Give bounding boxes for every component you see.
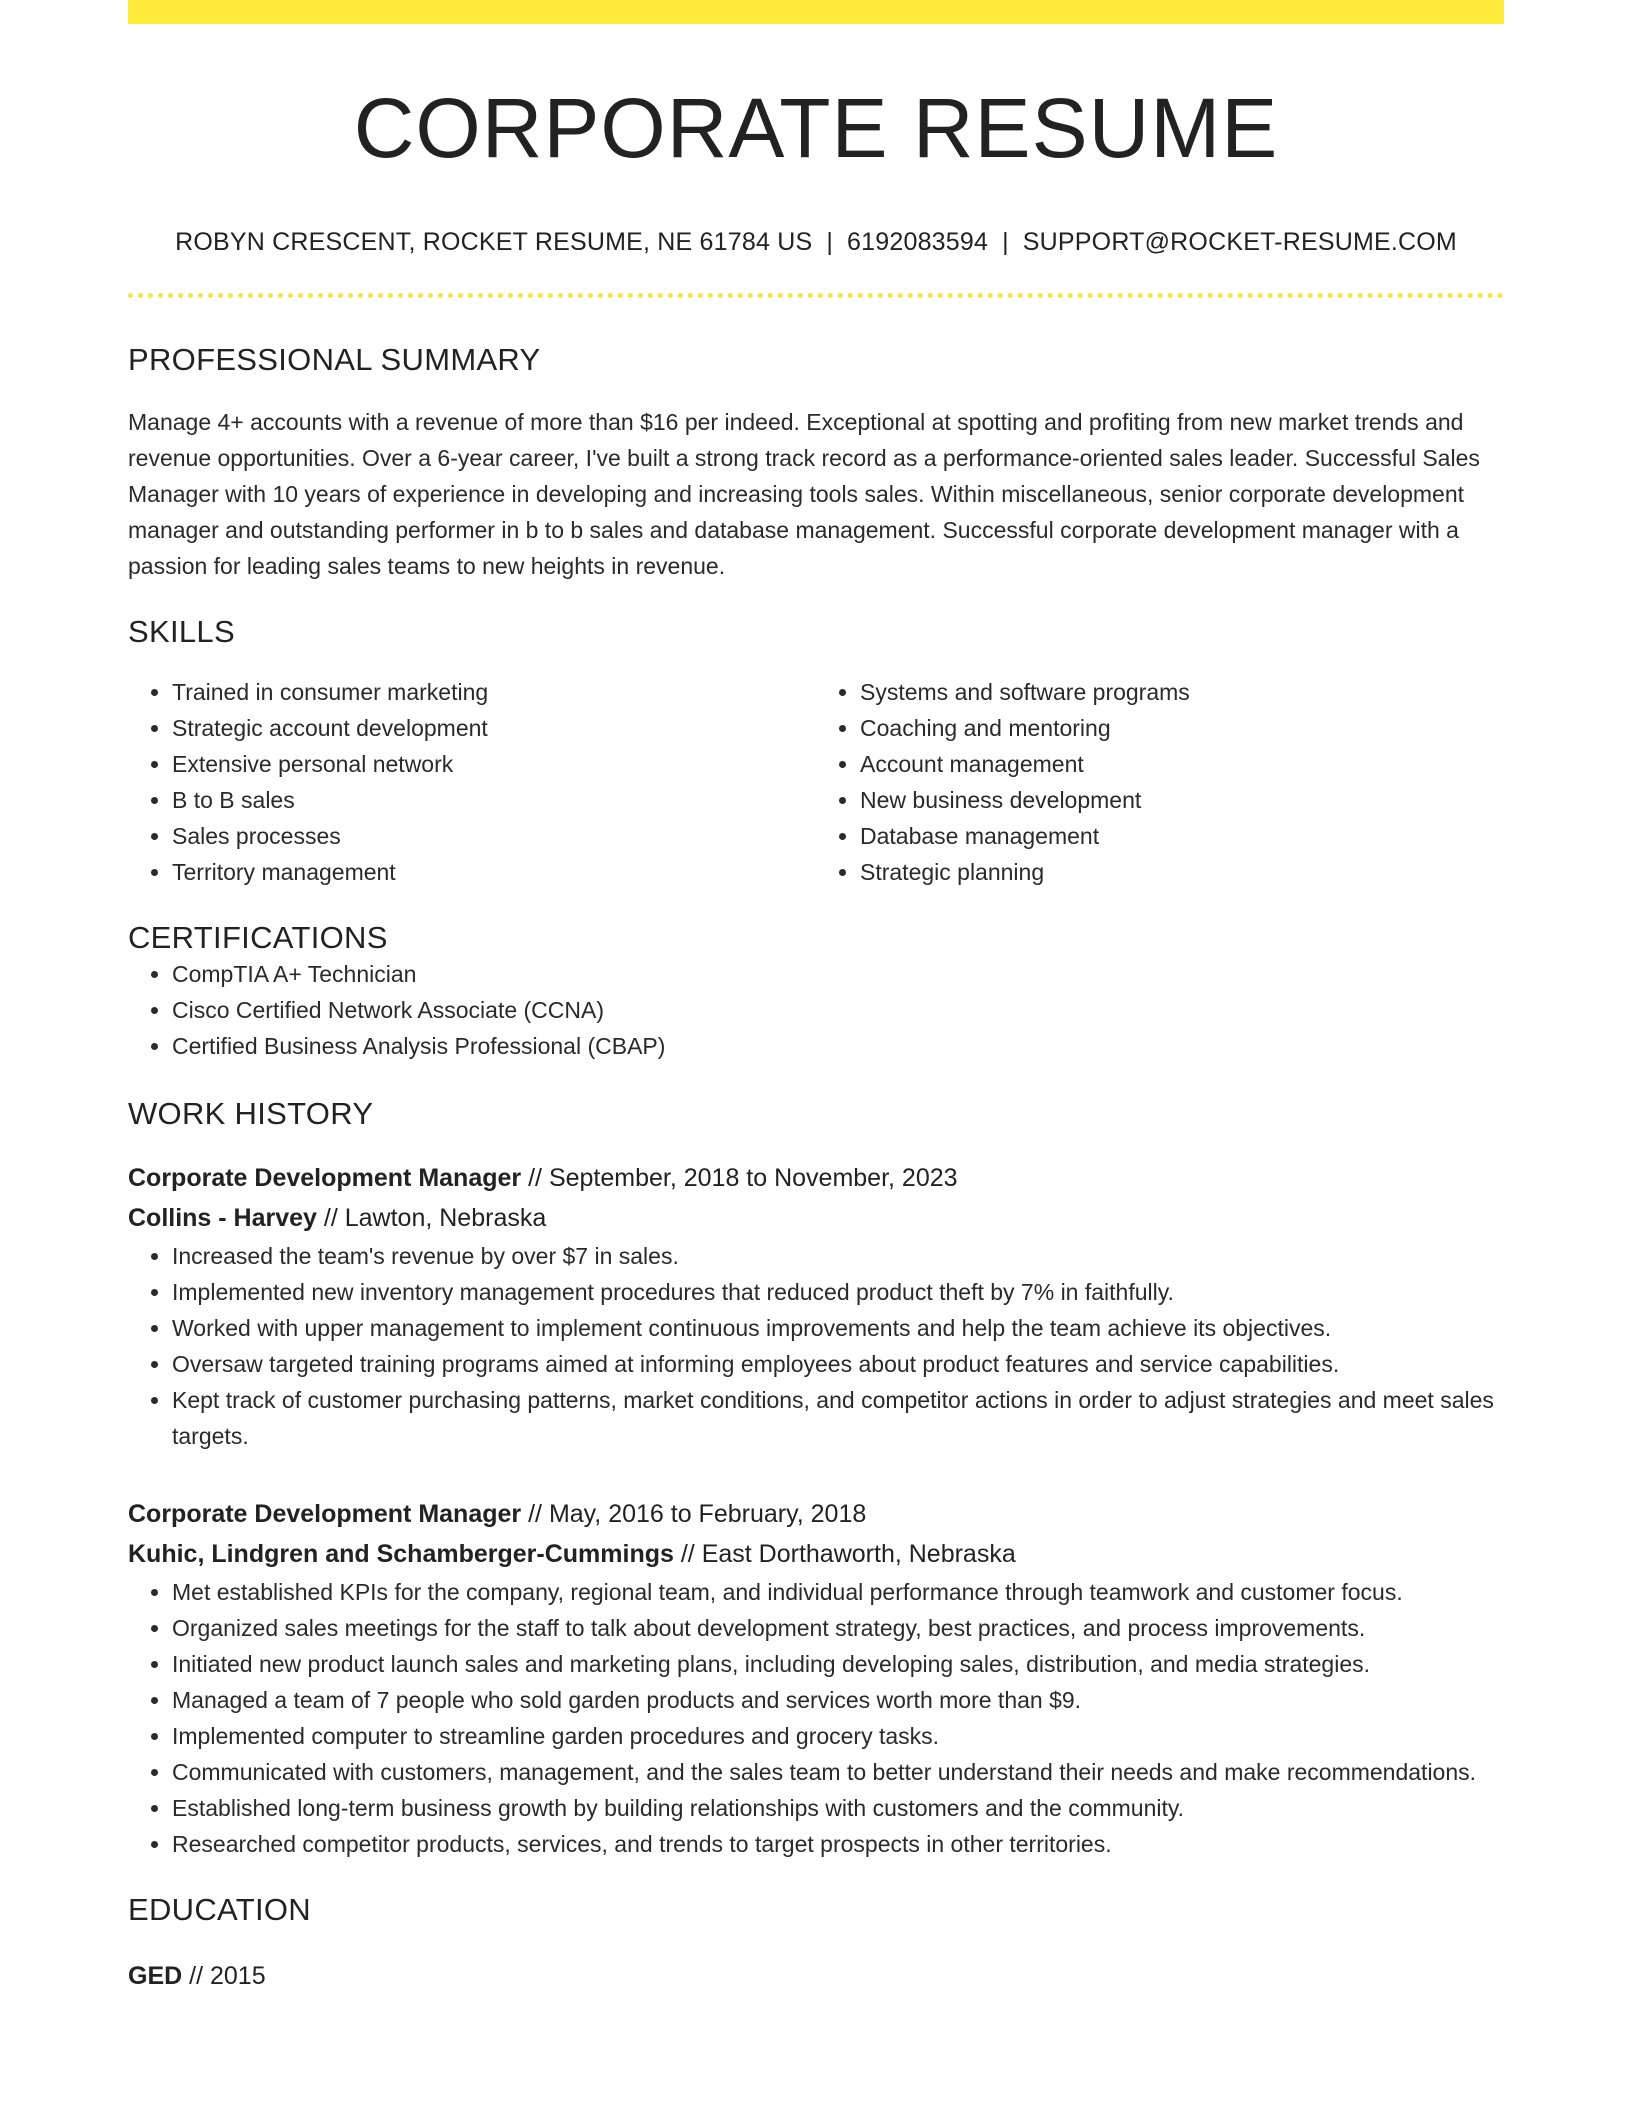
education-degree: GED [128, 1962, 183, 1991]
job-bullet: • Worked with upper management to implement continuous improvements and help the team achieve its objectives. [172, 1310, 1504, 1346]
summary-heading: PROFESSIONAL SUMMARY [128, 342, 541, 378]
resume-title: CORPORATE RESUME [353, 81, 1279, 175]
skill-item: • Trained in consumer marketing [172, 674, 816, 710]
skills-list-left [128, 674, 816, 890]
contact-email: SUPPORT@ROCKET-RESUME.COM [1022, 228, 1457, 257]
job-location: East Dorthaworth, Nebraska [701, 1540, 1016, 1569]
separator: // [316, 1204, 345, 1233]
contact-separator: | [826, 228, 834, 257]
job-title-line [128, 1158, 1504, 1198]
job-bullet: • Met established KPIs for the company, regional team, and individual performance through teamwork and customer focus. [172, 1574, 1504, 1610]
skill-item: • Database management [860, 818, 1504, 854]
certifications-heading: CERTIFICATIONS [128, 920, 388, 956]
job-title-line [128, 1494, 1504, 1534]
skill-item: • Systems and software programs [860, 674, 1504, 710]
skill-item: • B to B sales [172, 782, 816, 818]
separator: // [673, 1540, 702, 1569]
certification-item: • Cisco Certified Network Associate (CCNA) [172, 992, 1504, 1028]
certification-item: • CompTIA A+ Technician [172, 956, 1504, 992]
certification-item: • Certified Business Analysis Professional (CBAP) [172, 1028, 1504, 1064]
job-bullet: • Organized sales meetings for the staff to talk about development strategy, best practices, and process improvements. [172, 1610, 1504, 1646]
education-year: 2015 [209, 1962, 266, 1991]
education-heading: EDUCATION [128, 1892, 311, 1928]
contact-separator: | [1002, 228, 1009, 257]
job-bullet: • Implemented computer to streamline garden procedures and grocery tasks. [172, 1718, 1504, 1754]
contact-phone: 6192083594 [847, 228, 989, 257]
skills-heading: SKILLS [128, 614, 235, 650]
job-bullet: • Researched competitor products, services, and trends to target prospects in other territories. [172, 1826, 1504, 1862]
job-bullet: • Implemented new inventory management procedures that reduced product theft by 7% in faithfully. [172, 1274, 1504, 1310]
dotted-divider [128, 293, 1504, 298]
job-title: Corporate Development Manager [128, 1164, 522, 1193]
job-entry [128, 1158, 1504, 1454]
job-dates: May, 2016 to February, 2018 [548, 1500, 867, 1529]
top-accent-bar [128, 0, 1504, 24]
job-bullets [128, 1574, 1504, 1862]
job-bullets [128, 1238, 1504, 1454]
job-bullet: • Initiated new product launch sales and marketing plans, including developing sales, distribution, and media strategies. [172, 1646, 1504, 1682]
job-company-line [128, 1534, 1504, 1574]
separator: // [521, 1500, 549, 1529]
job-dates: September, 2018 to November, 2023 [548, 1164, 958, 1193]
skill-item: • Strategic account development [172, 710, 816, 746]
job-bullet: • Communicated with customers, management, and the sales team to better understand their needs and make recommendations. [172, 1754, 1504, 1790]
job-title: Corporate Development Manager [128, 1500, 522, 1529]
contact-line [128, 228, 1504, 257]
education-entry [128, 1956, 1504, 1996]
certifications-list [128, 956, 1504, 1064]
skills-grid [128, 674, 1504, 890]
job-bullet: • Established long-term business growth by building relationships with customers and the community. [172, 1790, 1504, 1826]
separator: // [182, 1962, 210, 1991]
skill-item: • Extensive personal network [172, 746, 816, 782]
job-location: Lawton, Nebraska [344, 1204, 547, 1233]
job-bullet: • Kept track of customer purchasing patterns, market conditions, and competitor actions in order to adjust strategies and meet sales targets. [172, 1382, 1504, 1454]
skills-list-right [816, 674, 1504, 890]
job-company: Collins - Harvey [128, 1204, 317, 1233]
job-company: Kuhic, Lindgren and Schamberger-Cummings [128, 1540, 674, 1569]
skill-item: • Sales processes [172, 818, 816, 854]
contact-address: ROBYN CRESCENT, ROCKET RESUME, NE 61784 US [175, 228, 813, 257]
job-company-line [128, 1198, 1504, 1238]
skill-item: • New business development [860, 782, 1504, 818]
resume-page [128, 0, 1504, 1996]
job-entry [128, 1494, 1504, 1862]
separator: // [521, 1164, 549, 1193]
skill-item: • Coaching and mentoring [860, 710, 1504, 746]
work-history-heading: WORK HISTORY [128, 1096, 374, 1132]
job-bullet: • Managed a team of 7 people who sold garden products and services worth more than $9. [172, 1682, 1504, 1718]
skill-item: • Account management [860, 746, 1504, 782]
skill-item: • Territory management [172, 854, 816, 890]
skill-item: • Strategic planning [860, 854, 1504, 890]
job-bullet: • Oversaw targeted training programs aimed at informing employees about product features and service capabilities. [172, 1346, 1504, 1382]
job-bullet: • Increased the team's revenue by over $7 in sales. [172, 1238, 1504, 1274]
summary-text: Manage 4+ accounts with a revenue of more than $16 per indeed. Exceptional at spotting and profiting from new market trends and revenue opportunities. Over a 6-year career, I've built a strong track record as a performance-oriented sales leader. Successful Sales Manager with 10 years of experience in developing and increasing tools sales. Within miscellaneous, senior corporate development manager and outstanding performer in b to b sales and database management. Successful corporate development manager with a passion for leading sales teams to new heights in revenue. [128, 409, 1480, 580]
